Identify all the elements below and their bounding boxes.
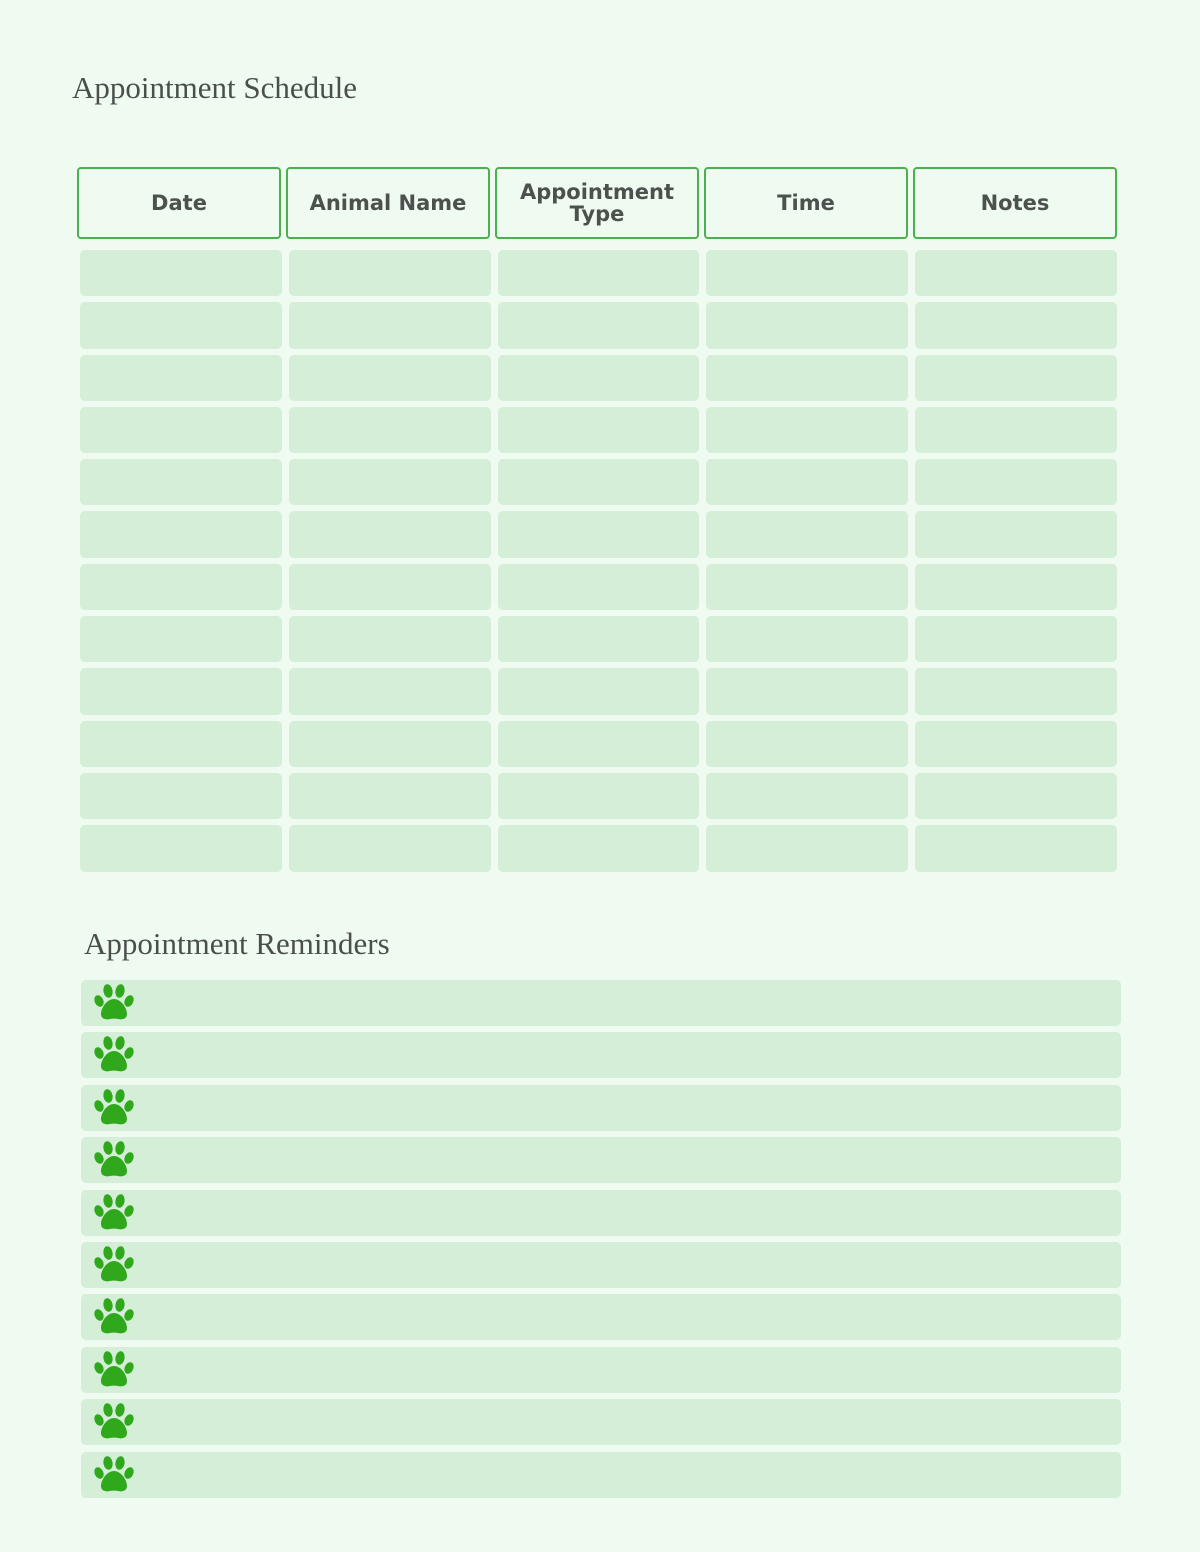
schedule-header-row [77,167,1117,239]
header-notes: Notes [913,167,1117,239]
table-row [80,355,1117,401]
cell-notes[interactable] [915,459,1117,505]
cell-time[interactable] [706,668,908,714]
cell-time[interactable] [706,825,908,871]
cell-appointment-type[interactable] [498,773,700,819]
cell-notes[interactable] [915,616,1117,662]
cell-time[interactable] [706,773,908,819]
table-row [80,825,1117,871]
header-animal-name: Animal Name [286,167,490,239]
cell-appointment-type[interactable] [498,302,700,348]
cell-appointment-type[interactable] [498,250,700,296]
cell-animal-name[interactable] [289,616,491,662]
reminder-item[interactable] [81,1399,1121,1445]
paw-icon [93,1087,135,1127]
cell-date[interactable] [80,302,282,348]
cell-time[interactable] [706,721,908,767]
table-row [80,564,1117,610]
header-date: Date [77,167,281,239]
cell-animal-name[interactable] [289,668,491,714]
cell-notes[interactable] [915,407,1117,453]
cell-time[interactable] [706,564,908,610]
schedule-title: Appointment Schedule [72,70,357,105]
table-row [80,616,1117,662]
paw-icon [93,1034,135,1074]
cell-animal-name[interactable] [289,564,491,610]
paw-icon [93,1296,135,1336]
table-row [80,511,1117,557]
cell-animal-name[interactable] [289,511,491,557]
cell-time[interactable] [706,511,908,557]
cell-appointment-type[interactable] [498,511,700,557]
reminder-item[interactable] [81,1347,1121,1393]
cell-notes[interactable] [915,773,1117,819]
reminder-item[interactable] [81,1190,1121,1236]
cell-animal-name[interactable] [289,773,491,819]
reminder-item[interactable] [81,1294,1121,1340]
cell-date[interactable] [80,668,282,714]
cell-notes[interactable] [915,250,1117,296]
table-row [80,250,1117,296]
cell-time[interactable] [706,459,908,505]
cell-date[interactable] [80,407,282,453]
cell-notes[interactable] [915,668,1117,714]
cell-time[interactable] [706,250,908,296]
paw-icon [93,1401,135,1441]
cell-time[interactable] [706,302,908,348]
paw-icon [93,1192,135,1232]
cell-animal-name[interactable] [289,459,491,505]
cell-notes[interactable] [915,355,1117,401]
cell-date[interactable] [80,825,282,871]
table-row [80,407,1117,453]
cell-appointment-type[interactable] [498,355,700,401]
table-row [80,302,1117,348]
cell-date[interactable] [80,250,282,296]
reminder-item[interactable] [81,1032,1121,1078]
cell-appointment-type[interactable] [498,721,700,767]
cell-animal-name[interactable] [289,250,491,296]
table-row [80,459,1117,505]
reminder-item[interactable] [81,1452,1121,1498]
cell-animal-name[interactable] [289,355,491,401]
paw-icon [93,1139,135,1179]
cell-time[interactable] [706,407,908,453]
reminders-title: Appointment Reminders [84,926,390,961]
reminder-item[interactable] [81,1085,1121,1131]
cell-animal-name[interactable] [289,302,491,348]
table-row [80,721,1117,767]
table-row [80,668,1117,714]
cell-notes[interactable] [915,825,1117,871]
cell-animal-name[interactable] [289,825,491,871]
table-row [80,773,1117,819]
cell-notes[interactable] [915,721,1117,767]
header-time: Time [704,167,908,239]
cell-date[interactable] [80,773,282,819]
cell-appointment-type[interactable] [498,459,700,505]
reminders-list [81,980,1121,1498]
header-appointment-type: Appointment Type [495,167,699,239]
cell-animal-name[interactable] [289,721,491,767]
cell-appointment-type[interactable] [498,564,700,610]
cell-date[interactable] [80,616,282,662]
cell-date[interactable] [80,459,282,505]
reminder-item[interactable] [81,1137,1121,1183]
cell-appointment-type[interactable] [498,616,700,662]
cell-time[interactable] [706,355,908,401]
cell-notes[interactable] [915,511,1117,557]
cell-animal-name[interactable] [289,407,491,453]
cell-date[interactable] [80,355,282,401]
paw-icon [93,1244,135,1284]
cell-notes[interactable] [915,302,1117,348]
schedule-grid [80,250,1117,872]
cell-time[interactable] [706,616,908,662]
cell-appointment-type[interactable] [498,407,700,453]
cell-appointment-type[interactable] [498,825,700,871]
cell-appointment-type[interactable] [498,668,700,714]
paw-icon [93,1349,135,1389]
paw-icon [93,1454,135,1494]
cell-notes[interactable] [915,564,1117,610]
reminder-item[interactable] [81,980,1121,1026]
cell-date[interactable] [80,564,282,610]
cell-date[interactable] [80,511,282,557]
paw-icon [93,982,135,1022]
reminder-item[interactable] [81,1242,1121,1288]
cell-date[interactable] [80,721,282,767]
